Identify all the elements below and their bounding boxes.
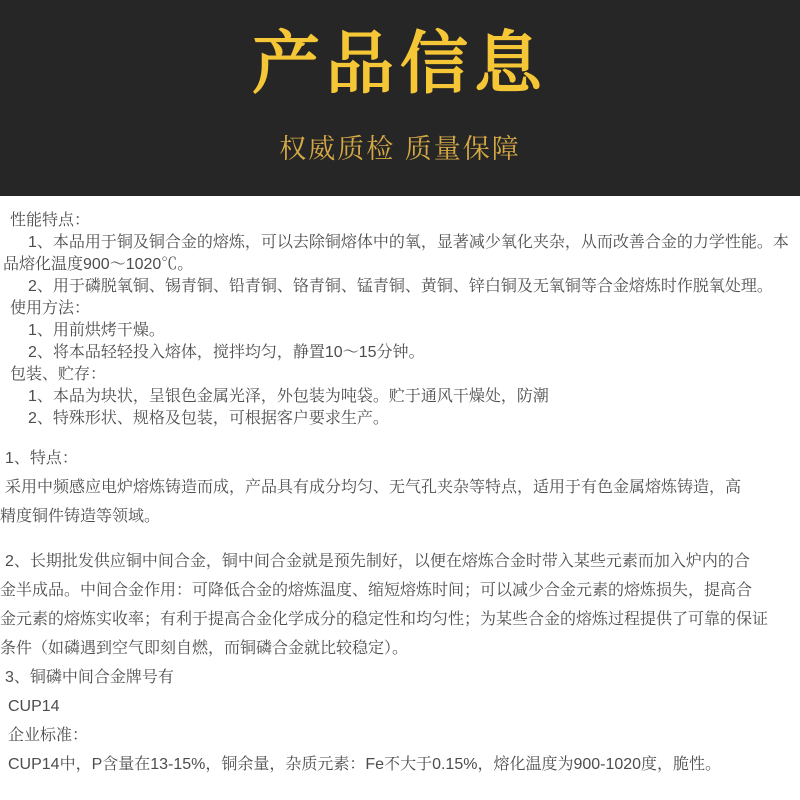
text-line: 1、用前烘烤干燥。 xyxy=(28,322,165,339)
heading-performance-features: 性能特点： xyxy=(10,212,91,229)
product-info-banner xyxy=(0,0,800,196)
text-line: 金半成品。中间合金作用：可降低合金的熔炼温度、缩短熔炼时间；可以减少合金元素的熔炼损失，提高合 xyxy=(0,582,753,599)
text-line: 精度铜件铸造等领域。 xyxy=(0,508,161,525)
text-line: 1、本品用于铜及铜合金的熔炼，可以去除铜熔体中的氧，显著减少氧化夹杂，从而改善合金的力学性能。本 xyxy=(28,234,789,251)
standard-spec-line: CUP14中，P含量在13-15%，铜余量，杂质元素：Fe不大于0.15%，熔化温度为900-1020度，脆性。 xyxy=(8,756,722,773)
specs-section xyxy=(0,196,800,430)
text-line: 2、将本品轻轻投入熔体，搅拌均匀，静置10～15分钟。 xyxy=(28,344,425,361)
heading-packaging-storage: 包装、贮存： xyxy=(10,366,107,383)
text-line: 条件（如磷遇到空气即刻自燃，而铜磷合金就比较稳定）。 xyxy=(0,640,409,657)
heading-alloy-grades: 3、铜磷中间合金牌号有 xyxy=(5,669,174,686)
text-line: 金元素的熔炼实收率；有利于提高合金化学成分的稳定性和均匀性；为某些合金的熔炼过程提供了可靠的保证 xyxy=(0,611,769,628)
text-line: 品熔化温度900～1020℃。 xyxy=(3,256,194,273)
banner-title: 产品信息 xyxy=(251,26,548,102)
heading-usage-method: 使用方法： xyxy=(10,300,91,317)
text-line: 2、长期批发供应铜中间合金，铜中间合金就是预先制好，以便在熔炼合金时带入某些元素而加入炉内的合 xyxy=(5,553,750,570)
heading-enterprise-standard: 企业标准： xyxy=(8,727,89,744)
details-section xyxy=(0,444,800,779)
banner-subtitle: 权威质检 质量保障 xyxy=(279,134,521,164)
alloy-grade-value: CUP14 xyxy=(8,698,60,715)
product-description xyxy=(0,196,800,779)
heading-features: 1、特点： xyxy=(5,450,78,467)
text-line: 2、特殊形状、规格及包装，可根据客户要求生产。 xyxy=(28,410,389,427)
text-line: 1、本品为块状，呈银色金属光泽，外包装为吨袋。贮于通风干燥处，防潮 xyxy=(28,388,549,405)
text-line: 采用中频感应电炉熔炼铸造而成，产品具有成分均匀、无气孔夹杂等特点，适用于有色金属熔炼铸造，高 xyxy=(5,479,742,496)
text-line: 2、用于磷脱氧铜、锡青铜、铅青铜、铬青铜、锰青铜、黄铜、锌白铜及无氧铜等合金熔炼时作脱氧处理。 xyxy=(28,278,773,295)
